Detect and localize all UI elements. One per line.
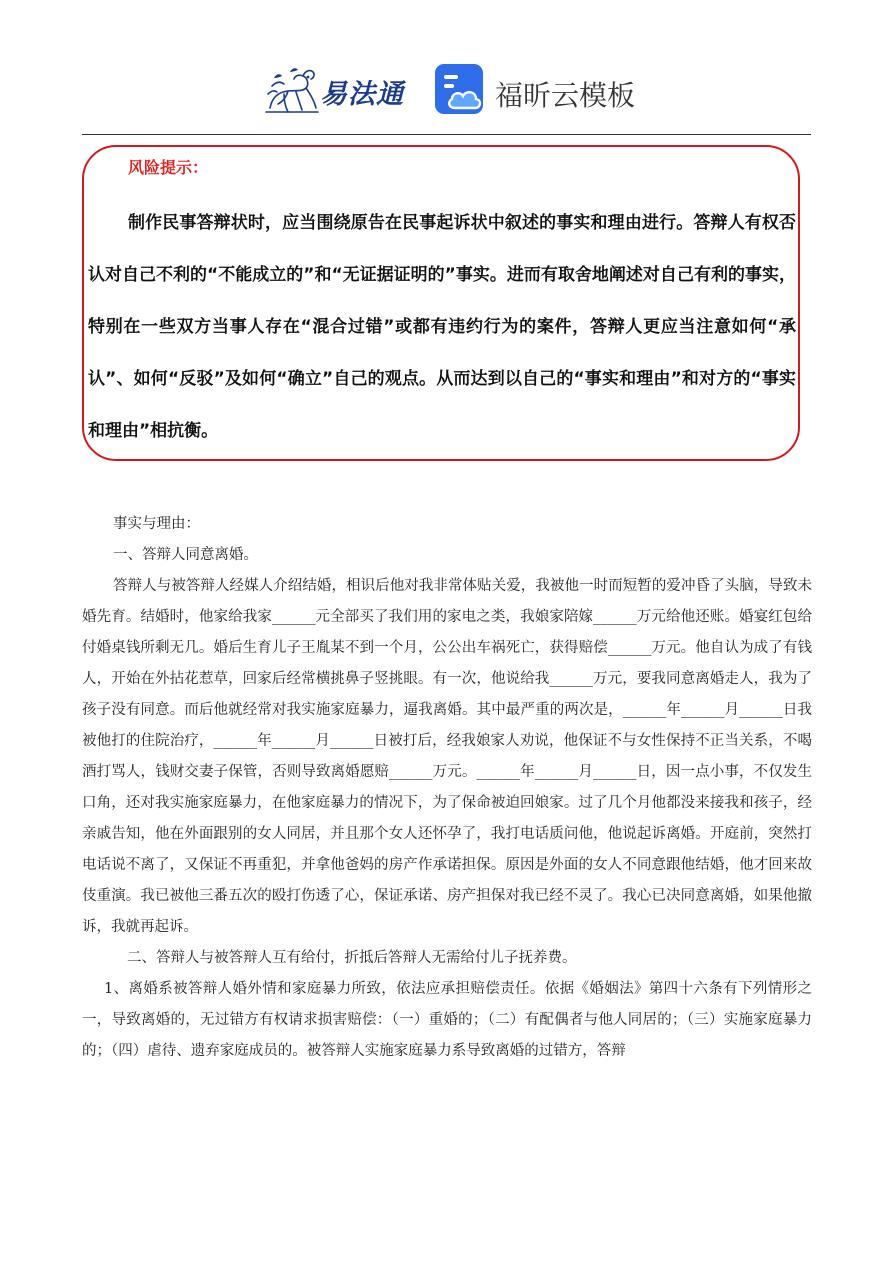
section-2-title: 二、答辩人与被答辩人互有给付，折抵后答辩人无需给付儿子抚养费。 [127,950,577,966]
section-2-paragraph: 1、离婚系被答辩人婚外情和家庭暴力所致，依法应承担赔偿责任。依据《婚姻法》第四十六条有下列情形之一，导致离婚的，无过错方有权请求损害赔偿：（一）重婚的；（二）有配偶者与他人同居的；（三）实施家庭暴力的；（四）虐待、遗弃家庭成员的。被答辩人实施家庭暴力系导致离婚的过错方，答辩 [82,981,812,1059]
section-1-paragraph: 答辩人与被答辩人经媒人介绍结婚，相识后他对我非常体贴关爱，我被他一时而短暂的爱冲昏了头脑，导致未婚先育。结婚时，他家给我家______元全部买了我们用的家电之类，我娘家陪嫁______万元给他还账。婚宴红包给付婚桌钱所剩无几。婚后生育儿子王胤某不到一个月，公公出车祸死亡，获得赔偿______万元。他自认为成了有钱人，开始在外拈花惹草，回家后经常横挑鼻子竖挑眼。有一次，他说给我______万元，要我同意离婚走人，我为了孩子没有同意。而后他就经常对我实施家庭暴力，逼我离婚。其中最严重的两次是，______年______月______日我被他打的住院治疗，______年______月______日被打后，经我娘家人劝说，他保证不与女性保持不正当关系，不喝酒打骂人，钱财交妻子保管，否则导致离婚愿赔______万元。______年______月______日，因一点小事，不仅发生口角，还对我实施家庭暴力，在他家庭暴力的情况下，为了保命被迫回娘家。过了几个月他都没来接我和孩子，经亲戚告知，他在外面跟别的女人同居，并且那个女人还怀孕了，我打电话质问他，他说起诉离婚。开庭前，突然打电话说不离了，又保证不再重犯，并拿他爸妈的房产作承诺担保。原因是外面的女人不同意跟他结婚，他才回来故伎重演。我已被他三番五次的殴打伤透了心，保证承诺、房产担保对我已经不灵了。我心已决同意离婚，如果他撤诉，我就再起诉。 [82,578,812,935]
yifatong-logo [262,64,414,116]
fuxin-logo [435,64,635,118]
qilin-icon [262,64,322,118]
page-header [0,58,893,124]
document-body [82,509,812,1067]
risk-warning-body: 制作民事答辩状时，应当围绕原告在民事起诉状中叙述的事实和理由进行。答辩人有权否认对自己不利的“不能成立的”和“无证据证明的”事实。进而有取舍地阐述对自己有利的事实，特别在一些双方当事人存在“混合过错”或都有违约行为的案件，答辩人更应当注意如何“承认”、如何“反驳”及如何“确立”自己的观点。从而达到以自己的“事实和理由”和对方的“事实和理由”相抗衡。 [88,213,796,441]
facts-reasons-heading: 事实与理由： [113,516,200,532]
section-1-title: 一、答辩人同意离婚。 [113,547,258,563]
document-cloud-icon [435,64,485,116]
risk-warning-title: 风险提示： [128,158,209,177]
fuxin-logo-text: 福昕云模板 [495,79,636,112]
header-divider [82,134,811,135]
yifatong-logo-text: 易法通 [320,79,404,110]
risk-warning-box [82,145,800,461]
